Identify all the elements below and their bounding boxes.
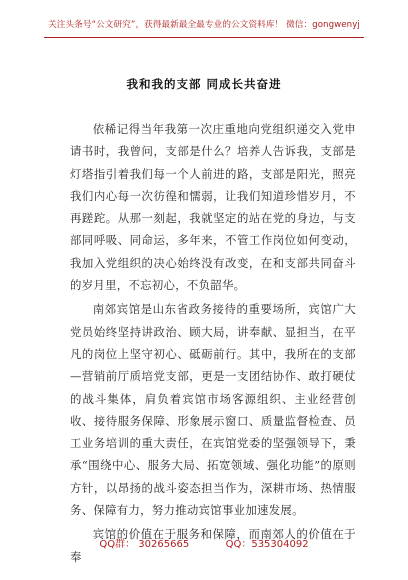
paragraph-3: 宾馆的价值在于服务和保障，而南郊人的价值在于奉 — [70, 527, 356, 564]
footer-contact — [0, 535, 408, 550]
document-title: 我和我的支部 同成长共奋进 — [126, 77, 282, 91]
footer-qq: QQ：535304092 — [225, 539, 309, 550]
document-body — [70, 118, 356, 568]
footer-qq-group: QQ群： 30265665 — [99, 539, 190, 550]
paragraph-1: 依稀记得当年我第一次庄重地向党组织递交入党申请书时，我曾问，支部是什么？培养人告诉我，支部是灯塔指引着我们每一个人前进的路，支部是阳光，照亮我们内心每一次彷徨和懦弱，让我们知道珍惜岁月，不再蹉跎。从那一刻起，我就坚定的站在党的身边，与支部同呼吸、同命运，多年来，不管工作岗位如何变动，我加入党组织的决心始终没有改变，在和支部共同奋斗的岁月里，不忘初心，不负韶华。 — [70, 122, 356, 293]
header-banner: 关注头条号“公文研究”，获得最新最全最专业的公文资料库！ 微信：gongwenyj — [48, 20, 360, 30]
header-divider — [44, 37, 364, 38]
paragraph-2: 南郊宾馆是山东省政务接待的重要场所，宾馆广大党员始终坚持讲政治、顾大局，讲奉献、显担当，在平凡的岗位上坚守初心、砥砺前行。其中，我所在的支部—营销前厅质培党支部，更是一支团结协作、敢打硬仗的战斗集体，肩负着宾馆市场客源组织、主业经营创收、接待服务保障、形象展示窗口、质量监督检查、员工业务培训的重大责任，在宾馆党委的坚强领导下，秉承“围绕中心、服务大局、拓宽领域、强化功能”的原则方针，以昂扬的战斗姿态担当作为，深耕市场、热情服务、保障有力，努力推动宾馆事业加速发展。 — [70, 302, 356, 518]
